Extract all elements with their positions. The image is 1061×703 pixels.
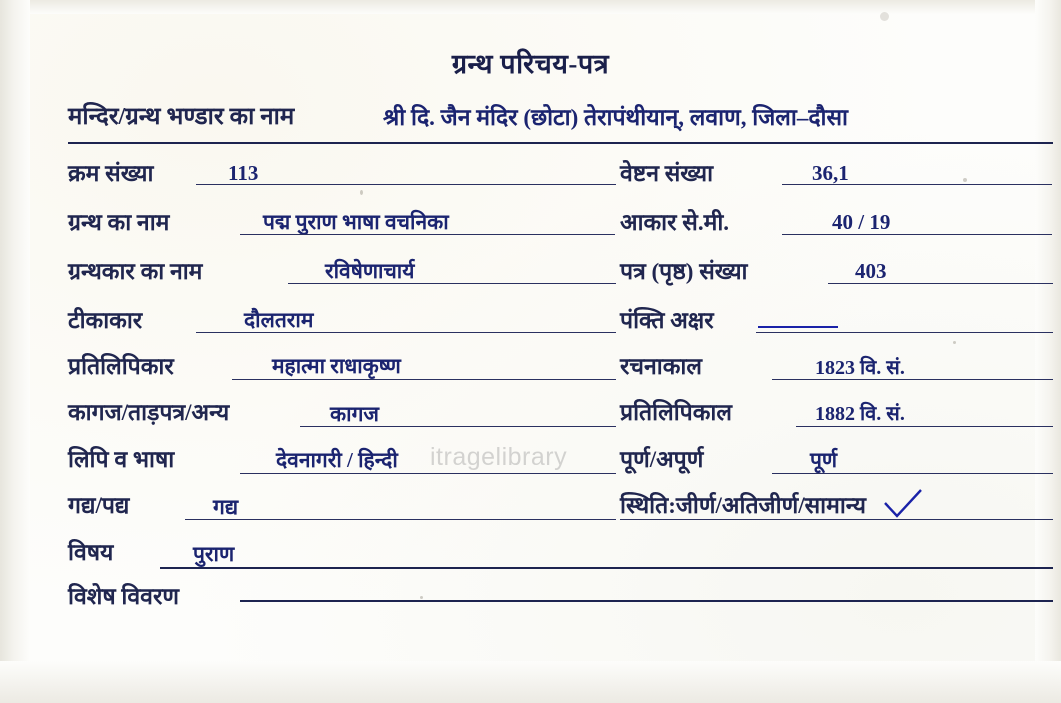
row-2-right-value: 403 [855, 259, 887, 283]
page-edge-top [0, 0, 1061, 14]
row-4-right-value: 1823 वि. सं. [815, 357, 905, 379]
row-0-right-label: वेष्टन संख्या [620, 161, 714, 186]
page-title: ग्रन्थ परिचय-पत्र [451, 49, 610, 79]
row-0-right-rule [782, 184, 1052, 185]
row-7-left-rule [185, 519, 616, 520]
row-2-left-label: ग्रन्थकार का नाम [68, 259, 203, 284]
row-4-left-value: महात्मा राधाकृष्ण [272, 354, 401, 378]
row-2-left-value: रविषेणाचार्य [325, 259, 415, 283]
paper-speck [360, 190, 363, 195]
row-5-right-label: प्रतिलिपिकाल [620, 400, 732, 425]
row-7-right-rule [620, 519, 1053, 520]
check-mark-icon [883, 489, 923, 519]
paper-speck [880, 12, 889, 21]
row-0-left-rule [196, 184, 616, 185]
row-1-left-rule [240, 234, 615, 235]
footer-0-value: पुराण [193, 542, 235, 566]
row-7-left-label: गद्य/पद्य [68, 493, 130, 518]
row-2-right-label: पत्र (पृष्ठ) संख्या [620, 259, 748, 284]
row-1-left-value: पद्म पुराण भाषा वचनिका [263, 210, 449, 234]
row-4-left-label: प्रतिलिपिकार [68, 354, 174, 379]
row-3-right-rule-blue [758, 326, 838, 328]
row-7-left-value: गद्य [213, 495, 239, 519]
row-0-left-label: क्रम संख्या [68, 161, 154, 186]
footer-1-label: विशेष विवरण [68, 584, 179, 609]
row-6-right-rule [772, 473, 1053, 474]
header-value: श्री दि. जैन मंदिर (छोटा) तेरापंथीयान्, लवाण, जिला–दौसा [383, 105, 848, 130]
paper-speck [963, 178, 967, 182]
page-edge-left [0, 0, 30, 703]
row-6-right-label: पूर्ण/अपूर्ण [620, 447, 704, 472]
row-0-right-value: 36,1 [812, 161, 849, 185]
row-6-left-value: देवनागरी / हिन्दी [276, 448, 398, 472]
row-1-left-label: ग्रन्थ का नाम [68, 210, 170, 235]
row-5-left-label: कागज/ताड़पत्र/अन्य [68, 400, 230, 425]
row-7-right-label: स्थिति:जीर्ण/अतिजीर्ण/सामान्य [620, 493, 866, 518]
row-6-left-rule [240, 473, 616, 474]
page-edge-bottom [0, 661, 1061, 703]
row-5-left-value: कागज [330, 402, 379, 426]
paper-speck [420, 596, 423, 599]
row-3-left-label: टीकाकार [68, 308, 143, 333]
row-3-right-rule [756, 332, 1053, 333]
row-5-right-rule [796, 426, 1053, 427]
row-3-right-label: पंक्ति अक्षर [620, 308, 714, 333]
row-3-left-value: दौलतराम [244, 308, 314, 332]
row-5-right-value: 1882 वि. सं. [815, 403, 905, 425]
row-4-right-label: रचनाकाल [620, 354, 702, 379]
row-2-left-rule [288, 283, 616, 284]
footer-1-rule [240, 600, 1053, 602]
row-1-right-label: आकार से.मी. [620, 210, 730, 235]
header-label: मन्दिर/ग्रन्थ भण्डार का नाम [68, 104, 295, 130]
header-rule [68, 142, 1053, 144]
row-0-left-value: 113 [228, 161, 259, 185]
watermark-text: itragelibrary [430, 443, 568, 471]
page-edge-right [1035, 0, 1061, 703]
footer-0-rule [160, 567, 1053, 569]
row-2-right-rule [828, 283, 1053, 284]
row-6-left-label: लिपि व भाषा [68, 447, 175, 472]
row-1-right-value: 40 / 19 [832, 210, 891, 234]
row-5-left-rule [300, 426, 616, 427]
row-1-right-rule [782, 234, 1052, 235]
row-4-left-rule [232, 379, 616, 380]
footer-0-label: विषय [68, 540, 114, 565]
row-4-right-rule [772, 379, 1053, 380]
paper-speck [953, 341, 956, 344]
row-6-right-value: पूर्ण [810, 448, 838, 472]
row-3-left-rule [196, 332, 616, 333]
